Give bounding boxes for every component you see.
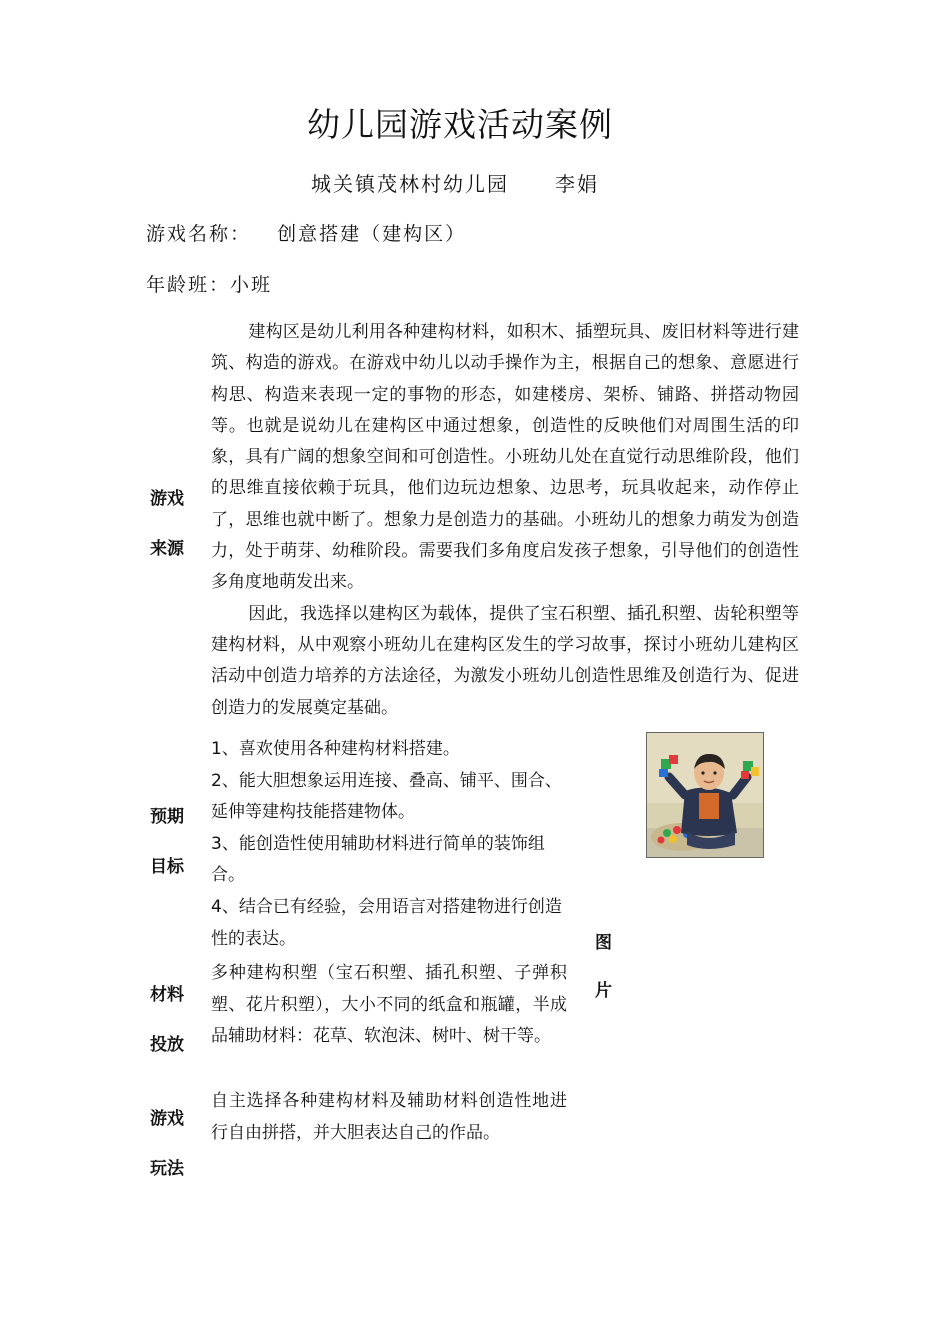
- goal-item-3: 3、能创造性使用辅助材料进行简单的装饰组合。: [211, 833, 545, 886]
- goals-list: [211, 734, 567, 955]
- page-title: 幼儿园游戏活动案例: [307, 105, 613, 144]
- goal-item-2: 2、能大胆想象运用连接、叠高、铺平、围合、延伸等建构技能搭建物体。: [211, 770, 562, 823]
- source-paragraph-2: 因此，我选择以建构区为载体，提供了宝石积塑、插孔积塑、齿轮积塑等建构材料，从中观察小班幼儿在建构区发生的学习故事，探讨小班幼儿建构区活动中创造力培养的方法途径，为激发小班幼儿创造性思维及创造行为、促进创造力的发展奠定基础。: [211, 603, 799, 718]
- game-name-line: [146, 219, 466, 249]
- source-label-line2: 来源: [150, 539, 184, 559]
- age-class-value: 小班: [230, 274, 273, 296]
- materials-text: 多种建构积塑（宝石积塑、插孔积塑、子弹积塑、花片积塑），大小不同的纸盒和瓶罐，半成品辅助材料：花草、软泡沫、树叶、树干等。: [211, 963, 567, 1047]
- goals-label-line1: 预期: [150, 807, 184, 827]
- gameplay-text: 自主选择各种建构材料及辅助材料创造性地进行自由拼搭，并大胆表达自己的作品。: [211, 1091, 567, 1143]
- author-name: 李娟: [555, 172, 599, 196]
- goal-item-1: 1、喜欢使用各种建构材料搭建。: [211, 739, 460, 759]
- source-label: [150, 486, 200, 562]
- goals-label: [150, 804, 200, 880]
- source-paragraph-1: 建构区是幼儿利用各种建构材料，如积木、插塑玩具、废旧材料等进行建筑、构造的游戏。在游戏中幼儿以动手操作为主，根据自己的想象、意愿进行构思、构造来表现一定的事物的形态，如建楼房、架桥、铺路、拼搭动物园等。也就是说幼儿在建构区中通过想象，创造性的反映他们对周围生活的印象，具有广阔的想象空间和可创造性。小班幼儿处在直觉行动思维阶段，他们的思维直接依赖于玩具，他们边玩边想象、边思考，玩具收起来，动作停止了，思维也就中断了。想象力是创造力的基础。小班幼儿的想象力萌发为创造力，处于萌芽、幼稚阶段。需要我们多角度启发孩子想象，引导他们的创造性多角度地萌发出来。: [211, 322, 799, 593]
- source-label-line1: 游戏: [150, 489, 184, 509]
- materials-label-line2: 投放: [150, 1035, 184, 1055]
- game-name-value: 创意搭建（建构区）: [277, 223, 467, 245]
- picture-label-line2: 片: [595, 981, 612, 1001]
- school-name: 城关镇茂林村幼儿园: [311, 172, 509, 196]
- picture-label-line1: 图: [595, 933, 612, 953]
- game-name-label: 游戏名称：: [146, 223, 252, 245]
- child-photo: [646, 732, 764, 858]
- picture-label: [595, 930, 625, 1004]
- goal-item-4: 4、结合已有经验，会用语言对搭建物进行创造性的表达。: [211, 896, 562, 949]
- age-class-label: 年龄班：: [146, 274, 231, 296]
- goals-label-line2: 目标: [150, 857, 184, 877]
- gameplay-label-line2: 玩法: [150, 1159, 184, 1179]
- gameplay-label: [150, 1106, 200, 1182]
- age-class-line: [146, 270, 272, 300]
- subtitle: [0, 168, 910, 200]
- source-text: [211, 317, 799, 724]
- materials-label-line1: 材料: [150, 985, 184, 1005]
- gameplay-label-line1: 游戏: [150, 1109, 184, 1129]
- materials-label: [150, 982, 200, 1058]
